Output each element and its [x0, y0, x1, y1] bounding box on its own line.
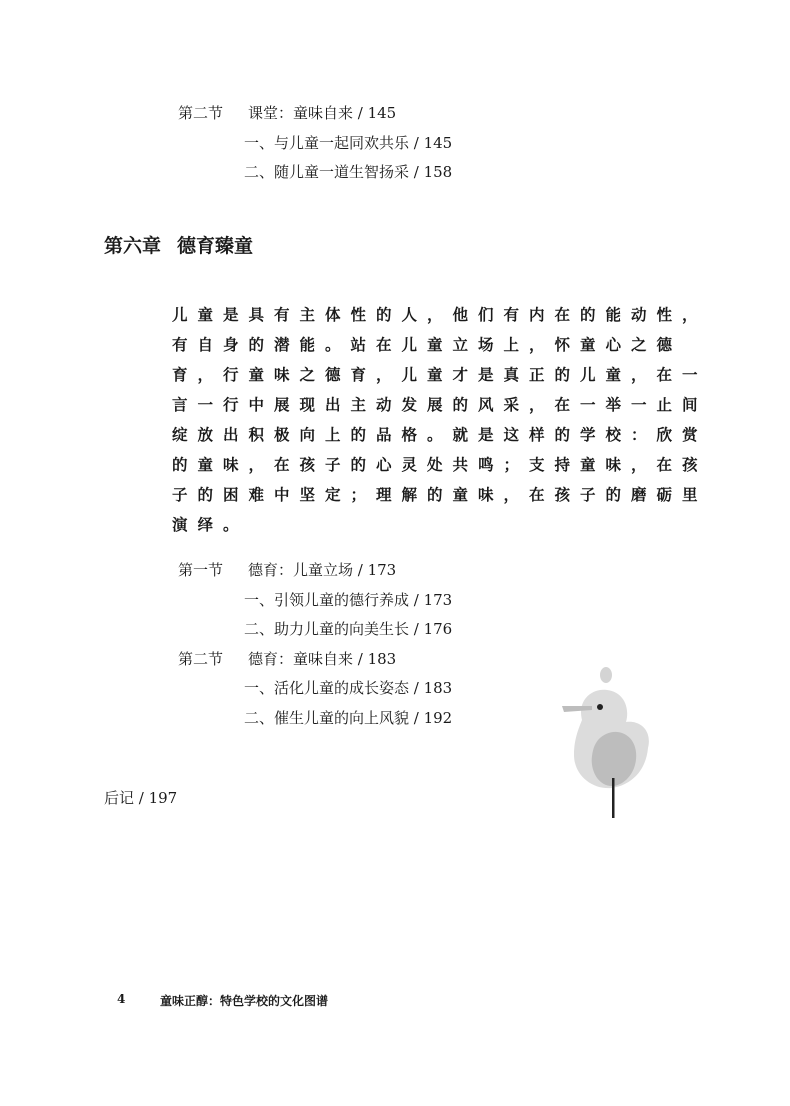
chapter-heading: [104, 234, 790, 258]
page-content: [0, 103, 790, 817]
chapter-number: 第六章: [104, 235, 162, 257]
section-title: 德育：童味自来 / 183: [248, 649, 397, 668]
chapter-title: 德育臻童: [177, 235, 254, 257]
section-label: 第二节: [178, 104, 224, 122]
toc-item: 二、催生儿童的向上风貌 / 192: [244, 708, 453, 727]
section-label: 第一节: [178, 561, 224, 579]
page-number: 4: [117, 992, 126, 1006]
toc-item: 一、与儿童一起同欢共乐 / 145: [244, 133, 453, 152]
toc-section-2: [178, 103, 790, 123]
section-label: 第二节: [178, 649, 224, 668]
toc-section-2: [178, 649, 790, 669]
section-title: 德育：儿童立场 / 173: [248, 561, 397, 579]
toc-item: 二、随儿童一道生智扬采 / 158: [244, 163, 453, 181]
section-title: 课堂：童味自来 / 145: [248, 104, 397, 122]
toc-item: 一、引领儿童的德行养成 / 173: [244, 590, 453, 609]
toc-section-1: [178, 560, 790, 580]
afterword: 后记 / 197: [104, 788, 178, 807]
toc-item: 一、活化儿童的成长姿态 / 183: [244, 679, 453, 697]
chapter-intro: 儿童是具有主体性的人，他们有内在的能动性，有自身的潜能。站在儿童立场上，怀童心之德育，行童味之德育，儿童才是真正的儿童，在一言一行中展现出主动发展的风采，在一举一止间绽放出积极向上的品格。就是这样的学校：欣赏的童味，在孩子的心灵处共鸣；支持童味，在孩子的困难中坚定；理解的童味，在孩子的磨砺里演绎。: [172, 305, 708, 534]
running-title: 童味正醇：特色学校的文化图谱: [160, 994, 329, 1008]
toc-item: 二、助力儿童的向美生长 / 176: [244, 620, 453, 638]
